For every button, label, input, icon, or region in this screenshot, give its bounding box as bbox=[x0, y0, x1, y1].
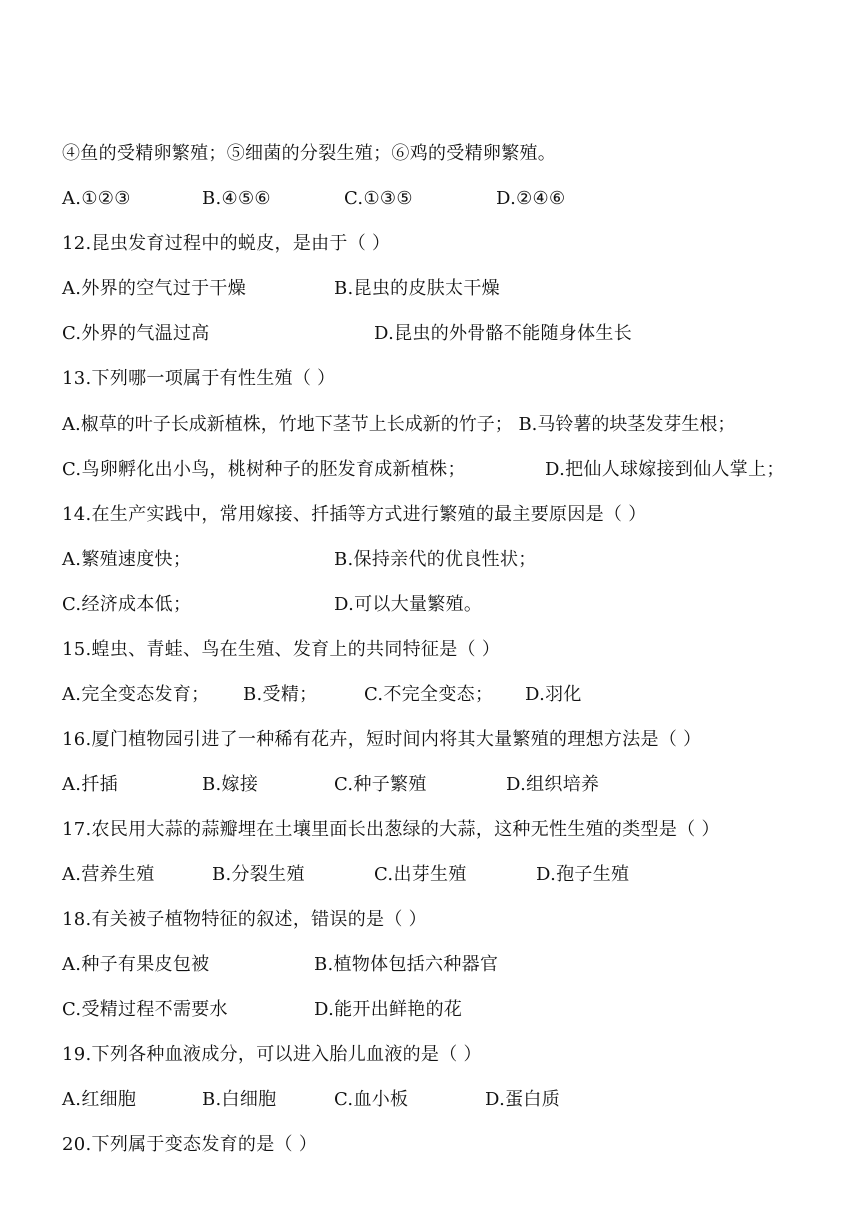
option-b: B.保持亲代的优良性状； bbox=[334, 549, 537, 570]
question-text: 18.有关被子植物特征的叙述，错误的是（ ） bbox=[62, 909, 427, 930]
question-text: 12.昆虫发育过程中的蜕皮，是由于（ ） bbox=[62, 233, 391, 254]
option-b: B.嫁接 bbox=[202, 774, 259, 795]
option-a: A.①②③ bbox=[62, 188, 131, 209]
option-d: D.羽化 bbox=[525, 684, 582, 705]
option-d: D.可以大量繁殖。 bbox=[334, 594, 483, 615]
option-b: B.④⑤⑥ bbox=[202, 188, 271, 209]
question-text: 13.下列哪一项属于有性生殖（ ） bbox=[62, 368, 336, 389]
option-c: C.不完全变态； bbox=[364, 684, 494, 705]
question-text: 17.农民用大蒜的蒜瓣埋在土壤里面长出葱绿的大蒜，这种无性生殖的类型是（ ） bbox=[62, 819, 720, 840]
option-b: B.分裂生殖 bbox=[212, 864, 305, 885]
option-b: B.昆虫的皮肤太干燥 bbox=[334, 278, 500, 299]
option-a: A.繁殖速度快； bbox=[62, 549, 192, 570]
option-c: C.血小板 bbox=[334, 1089, 409, 1110]
option-a: A.外界的空气过于干燥 bbox=[62, 278, 247, 299]
option-a: A.红细胞 bbox=[62, 1089, 137, 1110]
question-text: 16.厦门植物园引进了一种稀有花卉，短时间内将其大量繁殖的理想方法是（ ） bbox=[62, 729, 702, 750]
option-a: A.完全变态发育； bbox=[62, 684, 210, 705]
option-a: A.营养生殖 bbox=[62, 864, 155, 885]
option-c: C.外界的气温过高 bbox=[62, 323, 210, 344]
option-c: C.受精过程不需要水 bbox=[62, 999, 228, 1020]
option-d: D.组织培养 bbox=[506, 774, 600, 795]
option-a: A.种子有果皮包被 bbox=[62, 954, 210, 975]
option-c: C.鸟卵孵化出小鸟，桃树种子的胚发育成新植株； bbox=[62, 459, 466, 480]
question-text: 15.蝗虫、青蛙、鸟在生殖、发育上的共同特征是（ ） bbox=[62, 639, 501, 660]
option-d: D.蛋白质 bbox=[485, 1089, 561, 1110]
option-d: D.②④⑥ bbox=[496, 188, 566, 209]
option-a-b: A.椒草的叶子长成新植株，竹地下茎节上长成新的竹子； B.马铃薯的块茎发芽生根； bbox=[62, 414, 736, 435]
option-b: B.白细胞 bbox=[202, 1089, 277, 1110]
option-b: B.受精； bbox=[243, 684, 318, 705]
question-text: 19.下列各种血液成分，可以进入胎儿血液的是（ ） bbox=[62, 1044, 482, 1065]
question-text: ④鱼的受精卵繁殖；⑤细菌的分裂生殖；⑥鸡的受精卵繁殖。 bbox=[62, 143, 557, 164]
option-d: D.孢子生殖 bbox=[536, 864, 630, 885]
option-b: B.植物体包括六种器官 bbox=[314, 954, 499, 975]
question-text: 20.下列属于变态发育的是（ ） bbox=[62, 1134, 318, 1155]
option-a: A.扦插 bbox=[62, 774, 118, 795]
question-text: 14.在生产实践中，常用嫁接、扦插等方式进行繁殖的最主要原因是（ ） bbox=[62, 504, 647, 525]
option-d: D.能开出鲜艳的花 bbox=[314, 999, 463, 1020]
option-c: C.出芽生殖 bbox=[374, 864, 467, 885]
option-c: C.经济成本低； bbox=[62, 594, 192, 615]
option-c: C.①③⑤ bbox=[344, 188, 413, 209]
option-d: D.把仙人球嫁接到仙人掌上； bbox=[545, 459, 785, 480]
option-d: D.昆虫的外骨骼不能随身体生长 bbox=[374, 323, 633, 344]
option-c: C.种子繁殖 bbox=[334, 774, 427, 795]
